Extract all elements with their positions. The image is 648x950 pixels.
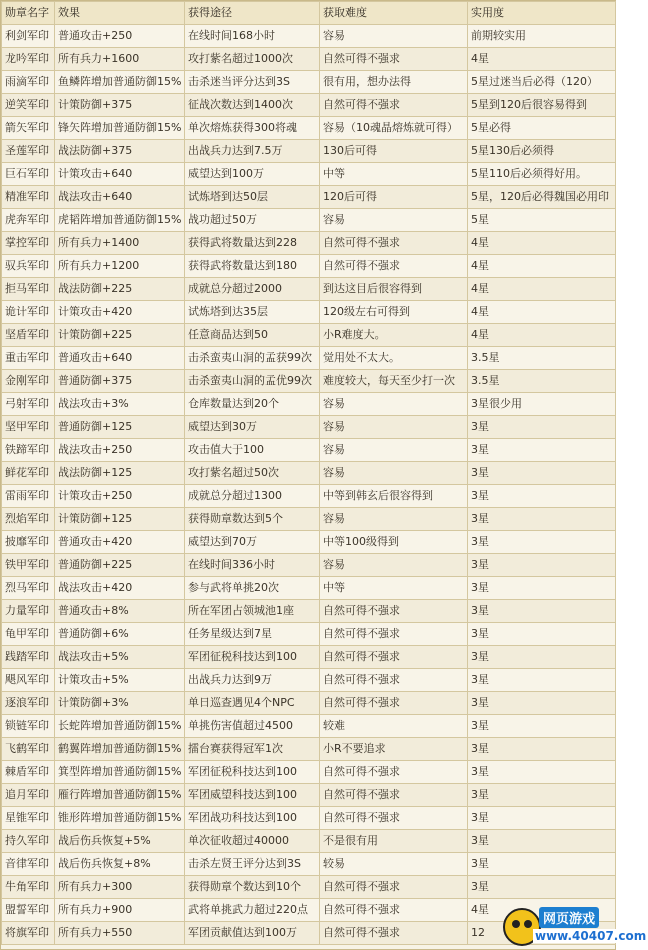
cell-usefulness: 3星 xyxy=(468,692,616,715)
cell-effect: 锥形阵增加普通防御15% xyxy=(55,807,185,830)
cell-medal-name: 拒马军印 xyxy=(2,278,55,301)
cell-usefulness: 前期较实用 xyxy=(468,25,616,48)
cell-medal-name: 飓风军印 xyxy=(2,669,55,692)
cell-difficulty: 130后可得 xyxy=(320,140,468,163)
cell-medal-name: 坚甲军印 xyxy=(2,416,55,439)
cell-difficulty: 自然可得不强求 xyxy=(320,646,468,669)
cell-effect: 所有兵力+900 xyxy=(55,899,185,922)
cell-effect: 普通防御+6% xyxy=(55,623,185,646)
table-row xyxy=(2,255,616,278)
cell-difficulty: 自然可得不强求 xyxy=(320,899,468,922)
cell-medal-name: 音律军印 xyxy=(2,853,55,876)
cell-obtain-method: 参与武将单挑20次 xyxy=(185,577,320,600)
table-row xyxy=(2,25,616,48)
cell-usefulness: 12 xyxy=(468,922,616,945)
cell-effect: 鱼鳞阵增加普通防御15% xyxy=(55,71,185,94)
cell-medal-name: 雨滴军印 xyxy=(2,71,55,94)
table-row xyxy=(2,853,616,876)
cell-effect: 虎韬阵增加普通防御15% xyxy=(55,209,185,232)
cell-effect: 普通攻击+640 xyxy=(55,347,185,370)
cell-effect: 所有兵力+550 xyxy=(55,922,185,945)
cell-obtain-method: 仓库数量达到20个 xyxy=(185,393,320,416)
cell-effect: 战法攻击+3% xyxy=(55,393,185,416)
table-row xyxy=(2,94,616,117)
cell-obtain-method: 军团威望科技达到100 xyxy=(185,784,320,807)
cell-effect: 鹤翼阵增加普通防御15% xyxy=(55,738,185,761)
cell-medal-name: 利剑军印 xyxy=(2,25,55,48)
cell-effect: 计策攻击+640 xyxy=(55,163,185,186)
cell-obtain-method: 击杀蛮夷山洞的孟获99次 xyxy=(185,347,320,370)
table-row xyxy=(2,140,616,163)
cell-obtain-method: 试炼塔到达35层 xyxy=(185,301,320,324)
cell-effect: 战法攻击+5% xyxy=(55,646,185,669)
cell-medal-name: 力量军印 xyxy=(2,600,55,623)
cell-effect: 战法防御+375 xyxy=(55,140,185,163)
cell-difficulty: 中等 xyxy=(320,163,468,186)
cell-usefulness: 5星必得 xyxy=(468,117,616,140)
header-obtain-method: 获得途径 xyxy=(185,2,320,25)
cell-difficulty: 自然可得不强求 xyxy=(320,692,468,715)
cell-obtain-method: 出战兵力达到9万 xyxy=(185,669,320,692)
cell-effect: 箕型阵增加普通防御15% xyxy=(55,761,185,784)
cell-obtain-method: 获得武将数量达到180 xyxy=(185,255,320,278)
cell-medal-name: 龟甲军印 xyxy=(2,623,55,646)
cell-medal-name: 圣莲军印 xyxy=(2,140,55,163)
cell-usefulness: 5星过迷当后必得（120） xyxy=(468,71,616,94)
cell-obtain-method: 获得勋章数达到5个 xyxy=(185,508,320,531)
cell-effect: 计策攻击+250 xyxy=(55,485,185,508)
table-row xyxy=(2,738,616,761)
cell-difficulty: 自然可得不强求 xyxy=(320,669,468,692)
cell-effect: 战后伤兵恢复+5% xyxy=(55,830,185,853)
table-row xyxy=(2,117,616,140)
table-row xyxy=(2,784,616,807)
cell-medal-name: 锁链军印 xyxy=(2,715,55,738)
cell-difficulty: 自然可得不强求 xyxy=(320,761,468,784)
cell-usefulness: 4星 xyxy=(468,324,616,347)
cell-obtain-method: 成就总分超过1300 xyxy=(185,485,320,508)
cell-usefulness: 3星 xyxy=(468,508,616,531)
cell-difficulty: 到达这目后很容得到 xyxy=(320,278,468,301)
table-row xyxy=(2,623,616,646)
cell-difficulty: 不是很有用 xyxy=(320,830,468,853)
cell-usefulness: 5星130后必须得 xyxy=(468,140,616,163)
cell-medal-name: 驭兵军印 xyxy=(2,255,55,278)
cell-difficulty: 较易 xyxy=(320,853,468,876)
cell-medal-name: 雷雨军印 xyxy=(2,485,55,508)
medal-table-body xyxy=(2,25,616,945)
cell-medal-name: 掌控军印 xyxy=(2,232,55,255)
cell-medal-name: 鲜花军印 xyxy=(2,462,55,485)
cell-effect: 所有兵力+1400 xyxy=(55,232,185,255)
cell-effect: 锋矢阵增加普通防御15% xyxy=(55,117,185,140)
cell-effect: 战后伤兵恢复+8% xyxy=(55,853,185,876)
cell-difficulty: 中等 xyxy=(320,577,468,600)
cell-obtain-method: 威望达到70万 xyxy=(185,531,320,554)
cell-difficulty: 120级左右可得到 xyxy=(320,301,468,324)
site-watermark-logo xyxy=(503,905,647,947)
cell-usefulness: 5星 xyxy=(468,209,616,232)
cell-usefulness: 3星 xyxy=(468,531,616,554)
cell-effect: 所有兵力+1600 xyxy=(55,48,185,71)
header-row xyxy=(2,2,616,25)
cell-usefulness: 3星 xyxy=(468,830,616,853)
table-row xyxy=(2,554,616,577)
cell-medal-name: 盟誓军印 xyxy=(2,899,55,922)
cell-effect: 雁行阵增加普通防御15% xyxy=(55,784,185,807)
cell-difficulty: 容易 xyxy=(320,462,468,485)
header-effect: 效果 xyxy=(55,2,185,25)
table-row xyxy=(2,692,616,715)
cell-effect: 计策攻击+420 xyxy=(55,301,185,324)
header-usefulness: 实用度 xyxy=(468,2,616,25)
table-row xyxy=(2,646,616,669)
cell-difficulty: 中等到韩玄后很容得到 xyxy=(320,485,468,508)
cell-medal-name: 坚盾军印 xyxy=(2,324,55,347)
cell-medal-name: 星锥军印 xyxy=(2,807,55,830)
table-row xyxy=(2,186,616,209)
cell-obtain-method: 单日巡查遇见4个NPC xyxy=(185,692,320,715)
cell-effect: 普通防御+375 xyxy=(55,370,185,393)
cell-obtain-method: 攻击值大于100 xyxy=(185,439,320,462)
cell-effect: 计策防御+3% xyxy=(55,692,185,715)
cell-effect: 计策防御+225 xyxy=(55,324,185,347)
cell-medal-name: 逐浪军印 xyxy=(2,692,55,715)
table-row xyxy=(2,278,616,301)
cell-usefulness: 5星，120后必得魏国必用印 xyxy=(468,186,616,209)
cell-medal-name: 追月军印 xyxy=(2,784,55,807)
cell-obtain-method: 武将单挑武力超过220点 xyxy=(185,899,320,922)
cell-obtain-method: 任务星级达到7星 xyxy=(185,623,320,646)
cell-obtain-method: 军团征税科技达到100 xyxy=(185,761,320,784)
cell-medal-name: 诡计军印 xyxy=(2,301,55,324)
cell-obtain-method: 单次熔炼获得300将魂 xyxy=(185,117,320,140)
cell-difficulty: 容易 xyxy=(320,25,468,48)
table-row xyxy=(2,577,616,600)
table-row xyxy=(2,393,616,416)
medal-table xyxy=(1,1,616,945)
cell-medal-name: 金刚军印 xyxy=(2,370,55,393)
cell-obtain-method: 威望达到30万 xyxy=(185,416,320,439)
cell-usefulness: 3星 xyxy=(468,554,616,577)
cell-effect: 战法防御+225 xyxy=(55,278,185,301)
table-row xyxy=(2,163,616,186)
cell-difficulty: 小R难度大。 xyxy=(320,324,468,347)
table-row xyxy=(2,347,616,370)
cell-obtain-method: 击杀左贤王评分达到3S xyxy=(185,853,320,876)
cell-usefulness: 3星很少用 xyxy=(468,393,616,416)
cell-medal-name: 虎奔军印 xyxy=(2,209,55,232)
cell-obtain-method: 在线时间168小时 xyxy=(185,25,320,48)
cell-effect: 计策攻击+5% xyxy=(55,669,185,692)
cell-obtain-method: 成就总分超过2000 xyxy=(185,278,320,301)
table-row xyxy=(2,232,616,255)
cell-usefulness: 4星 xyxy=(468,899,616,922)
cell-usefulness: 3星 xyxy=(468,853,616,876)
cell-difficulty: 小R不要追求 xyxy=(320,738,468,761)
table-row xyxy=(2,669,616,692)
table-row xyxy=(2,48,616,71)
cell-obtain-method: 战功超过50万 xyxy=(185,209,320,232)
cell-medal-name: 将旗军印 xyxy=(2,922,55,945)
table-row xyxy=(2,324,616,347)
table-row xyxy=(2,71,616,94)
cell-difficulty: 较难 xyxy=(320,715,468,738)
cell-obtain-method: 试炼塔到达50层 xyxy=(185,186,320,209)
cell-effect: 战法攻击+250 xyxy=(55,439,185,462)
cell-medal-name: 践踏军印 xyxy=(2,646,55,669)
cell-medal-name: 棘盾军印 xyxy=(2,761,55,784)
cell-usefulness: 3星 xyxy=(468,485,616,508)
cell-usefulness: 4星 xyxy=(468,278,616,301)
table-row xyxy=(2,370,616,393)
cell-usefulness: 5星到120后很容易得到 xyxy=(468,94,616,117)
cell-effect: 普通攻击+8% xyxy=(55,600,185,623)
cell-effect: 计策防御+375 xyxy=(55,94,185,117)
table-row xyxy=(2,761,616,784)
cell-obtain-method: 单次征收超过40000 xyxy=(185,830,320,853)
cell-medal-name: 牛角军印 xyxy=(2,876,55,899)
cell-obtain-method: 在线时间336小时 xyxy=(185,554,320,577)
cell-medal-name: 披靡军印 xyxy=(2,531,55,554)
cell-obtain-method: 威望达到100万 xyxy=(185,163,320,186)
cell-difficulty: 容易 xyxy=(320,416,468,439)
header-medal-name: 勋章名字 xyxy=(2,2,55,25)
cell-usefulness: 3星 xyxy=(468,439,616,462)
cell-difficulty: 自然可得不强求 xyxy=(320,255,468,278)
table-row xyxy=(2,416,616,439)
table-row xyxy=(2,876,616,899)
cell-difficulty: 自然可得不强求 xyxy=(320,600,468,623)
watermark-url: www.40407.com xyxy=(535,929,647,943)
cell-usefulness: 4星 xyxy=(468,255,616,278)
cell-difficulty: 自然可得不强求 xyxy=(320,922,468,945)
cell-medal-name: 龙吟军印 xyxy=(2,48,55,71)
watermark-title: 网页游戏 xyxy=(539,907,599,928)
cell-usefulness: 3星 xyxy=(468,715,616,738)
cell-difficulty: 很有用，想办法得 xyxy=(320,71,468,94)
cell-usefulness: 3星 xyxy=(468,646,616,669)
cell-usefulness: 3星 xyxy=(468,669,616,692)
cell-obtain-method: 任意商品达到50 xyxy=(185,324,320,347)
cell-usefulness: 3星 xyxy=(468,807,616,830)
cell-difficulty: 自然可得不强求 xyxy=(320,876,468,899)
cell-difficulty: 自然可得不强求 xyxy=(320,784,468,807)
cell-difficulty: 容易 xyxy=(320,439,468,462)
cell-medal-name: 烈焰军印 xyxy=(2,508,55,531)
cell-difficulty: 自然可得不强求 xyxy=(320,48,468,71)
cell-usefulness: 4星 xyxy=(468,48,616,71)
cell-usefulness: 3星 xyxy=(468,462,616,485)
cell-obtain-method: 获得勋章个数达到10个 xyxy=(185,876,320,899)
cell-medal-name: 逆笑军印 xyxy=(2,94,55,117)
cell-usefulness: 4星 xyxy=(468,232,616,255)
cell-medal-name: 持久军印 xyxy=(2,830,55,853)
cell-effect: 所有兵力+1200 xyxy=(55,255,185,278)
cell-difficulty: 自然可得不强求 xyxy=(320,232,468,255)
table-row xyxy=(2,600,616,623)
cell-effect: 所有兵力+300 xyxy=(55,876,185,899)
cell-obtain-method: 军团征税科技达到100 xyxy=(185,646,320,669)
cell-effect: 普通攻击+250 xyxy=(55,25,185,48)
cell-obtain-method: 击杀迷当评分达到3S xyxy=(185,71,320,94)
cell-obtain-method: 军团战功科技达到100 xyxy=(185,807,320,830)
cell-usefulness: 3星 xyxy=(468,416,616,439)
table-row xyxy=(2,531,616,554)
cell-usefulness: 5星110后必须得好用。 xyxy=(468,163,616,186)
cell-difficulty: 120后可得 xyxy=(320,186,468,209)
cell-obtain-method: 击杀蛮夷山洞的孟优99次 xyxy=(185,370,320,393)
cell-medal-name: 精准军印 xyxy=(2,186,55,209)
cell-medal-name: 重击军印 xyxy=(2,347,55,370)
table-row xyxy=(2,209,616,232)
cell-obtain-method: 单挑伤害值超过4500 xyxy=(185,715,320,738)
cell-difficulty: 觉用处不太大。 xyxy=(320,347,468,370)
cell-usefulness: 3星 xyxy=(468,577,616,600)
cell-effect: 普通攻击+420 xyxy=(55,531,185,554)
cell-medal-name: 铁甲军印 xyxy=(2,554,55,577)
cell-obtain-method: 所在军团占领城池1座 xyxy=(185,600,320,623)
cell-difficulty: 自然可得不强求 xyxy=(320,623,468,646)
table-row xyxy=(2,439,616,462)
cell-difficulty: 容易 xyxy=(320,209,468,232)
table-row xyxy=(2,485,616,508)
table-row xyxy=(2,301,616,324)
cell-difficulty: 自然可得不强求 xyxy=(320,807,468,830)
cell-difficulty: 容易 xyxy=(320,554,468,577)
cell-usefulness: 3星 xyxy=(468,738,616,761)
cell-effect: 战法攻击+420 xyxy=(55,577,185,600)
cell-usefulness: 3星 xyxy=(468,876,616,899)
cell-difficulty: 容易 xyxy=(320,393,468,416)
cell-obtain-method: 出战兵力达到7.5万 xyxy=(185,140,320,163)
cell-medal-name: 飞鹤军印 xyxy=(2,738,55,761)
cell-medal-name: 巨石军印 xyxy=(2,163,55,186)
cell-difficulty: 容易 xyxy=(320,508,468,531)
cell-usefulness: 3星 xyxy=(468,784,616,807)
table-row xyxy=(2,807,616,830)
cell-obtain-method: 军团贡献值达到100万 xyxy=(185,922,320,945)
cell-medal-name: 箭矢军印 xyxy=(2,117,55,140)
header-difficulty: 获取难度 xyxy=(320,2,468,25)
cell-usefulness: 4星 xyxy=(468,301,616,324)
table-row xyxy=(2,508,616,531)
cell-difficulty: 中等100级得到 xyxy=(320,531,468,554)
cell-difficulty: 难度较大，每天至少打一次 xyxy=(320,370,468,393)
cell-usefulness: 3星 xyxy=(468,600,616,623)
cell-difficulty: 容易（10魂晶熔炼就可得） xyxy=(320,117,468,140)
table-row xyxy=(2,462,616,485)
table-row xyxy=(2,830,616,853)
cell-usefulness: 3星 xyxy=(468,623,616,646)
cell-obtain-method: 征战次数达到1400次 xyxy=(185,94,320,117)
cell-effect: 普通防御+125 xyxy=(55,416,185,439)
cell-medal-name: 弓射军印 xyxy=(2,393,55,416)
cell-medal-name: 铁蹄军印 xyxy=(2,439,55,462)
cell-usefulness: 3星 xyxy=(468,761,616,784)
cell-usefulness: 3.5星 xyxy=(468,347,616,370)
cell-effect: 战法防御+125 xyxy=(55,462,185,485)
cell-obtain-method: 获得武将数量达到228 xyxy=(185,232,320,255)
cell-obtain-method: 攻打紫名超过50次 xyxy=(185,462,320,485)
cell-effect: 计策防御+125 xyxy=(55,508,185,531)
cell-usefulness: 3.5星 xyxy=(468,370,616,393)
cell-effect: 普通防御+225 xyxy=(55,554,185,577)
cell-difficulty: 自然可得不强求 xyxy=(320,94,468,117)
cell-obtain-method: 攻打紫名超过1000次 xyxy=(185,48,320,71)
cell-effect: 长蛇阵增加普通防御15% xyxy=(55,715,185,738)
cell-effect: 战法攻击+640 xyxy=(55,186,185,209)
cell-medal-name: 烈马军印 xyxy=(2,577,55,600)
table-row xyxy=(2,715,616,738)
cell-obtain-method: 擂台赛获得冠军1次 xyxy=(185,738,320,761)
